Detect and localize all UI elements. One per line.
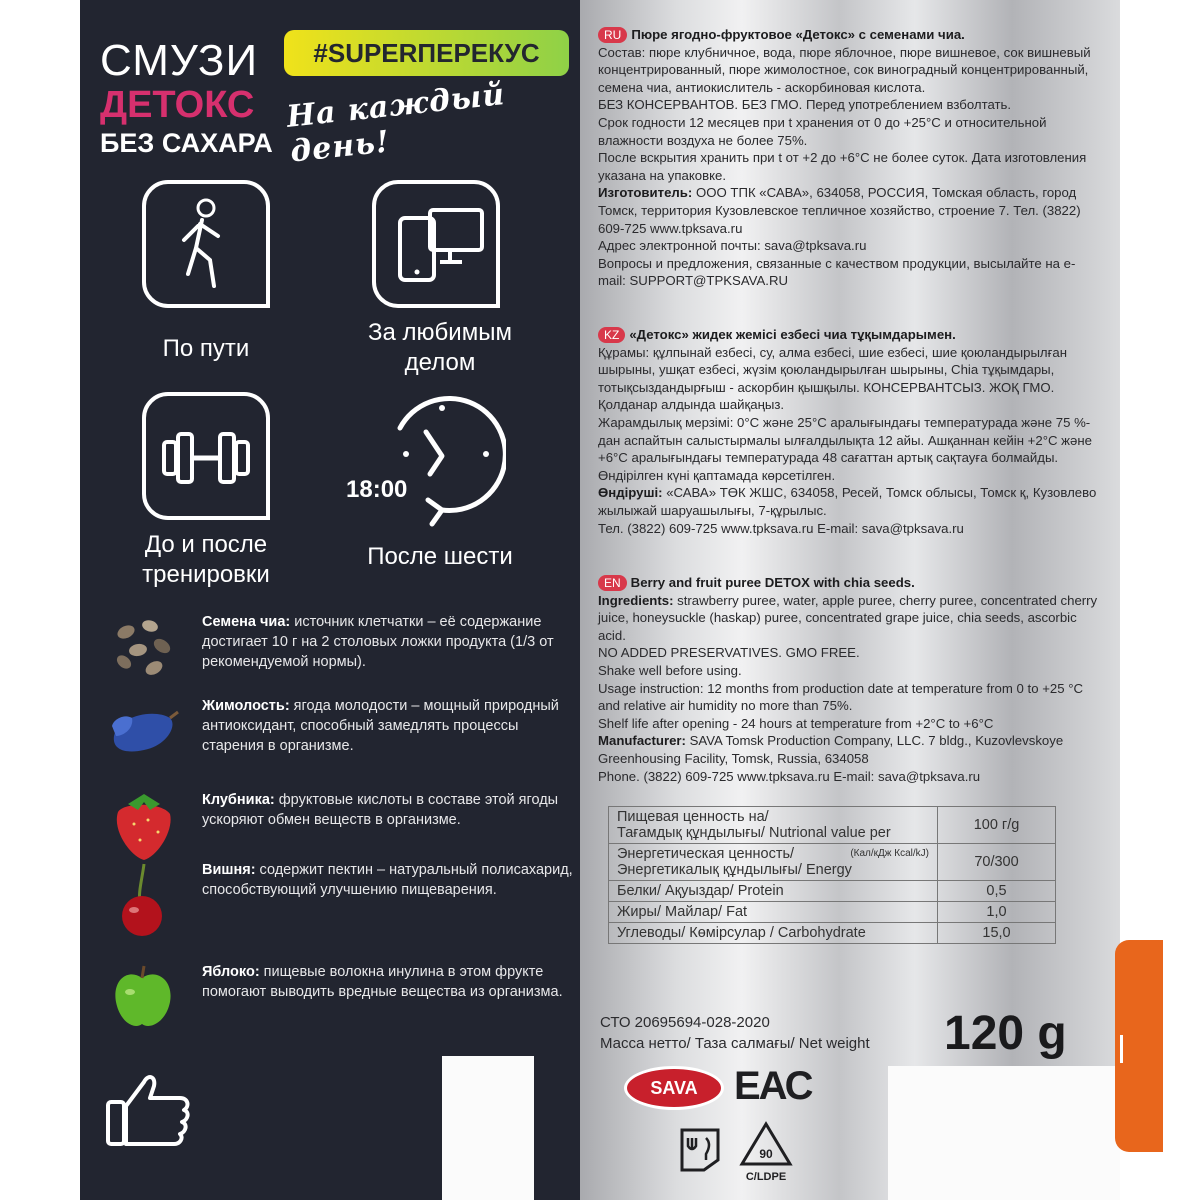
kz-title: «Детокс» жидек жемісі езбесі чиа тұқымдарымен. (629, 327, 956, 342)
ingredient-text: Клубника: фруктовые кислоты в составе этой ягоды ускоряют обмен веществ в организме. (202, 792, 559, 828)
apple-icon (104, 962, 182, 1034)
clock-icon (380, 388, 506, 532)
ru-title: Пюре ягодно-фруктовое «Детокс» с семенами чиа. (631, 27, 965, 42)
ingredient-strawberry (104, 790, 574, 870)
dumbbell-icon (140, 390, 272, 522)
brand-claim: БЕЗ САХАРА (100, 128, 273, 158)
kz-section: KZ «Детокс» жидек жемісі езбесі чиа тұқымдарымен. Құрамы: құлпынай езбесі, су, алма езбесі, шие езбесі, шие қоюландырылған шырыны, ушқат езбесі, жүзім қоюландырылған шырыны, Chia тұқымдары, тотықсыздандырғыш - аскорбин қышқылы. КОНСЕРВАНТСЫЗ. ЖОҚ ГМО. Қолданар алдында шайқаңыз. Жарамдылық мерзімі: 0°С және 25°С аралығындағы температурада және 75 %-дан аспайтын салыстырмалы ылғалдылықта 12 айы. Ашқаннан кейін +2°С және +6°С аралығындағы температурада 48 сағаттан артық сақтауға болмайды. Өндірілген күні қаптамада көрсетілген. Өндіруші: «САВА» ТӨК ЖШС, 634058, Ресей, Томск облысы, Томск қ, Кузовлево жылыжай шаруашылығы, 7-құрылыс. Тел. (3822) 609-725 www.tpksava.ru E-mail: sava@tpksava.ru (598, 327, 1097, 536)
table-row (609, 923, 1056, 944)
orange-side-tab[interactable] (1115, 940, 1163, 1152)
ingredient-cherry (104, 860, 574, 940)
brand-title: СМУЗИ (100, 36, 259, 85)
thumbs-up-icon (104, 1066, 194, 1150)
recycle-code: 90 (759, 1147, 773, 1161)
ingredient-chia (104, 612, 574, 692)
protein-value: 0,5 (938, 881, 1056, 902)
blank-label-area (888, 1066, 1120, 1200)
energy-label: (Кал/кДж Кcal/kJ) Энергетическая ценность/ Энергетикалық құндылығы/ Energy (609, 844, 938, 881)
left-panel (80, 0, 580, 1200)
nutrition-table (608, 806, 1056, 944)
recycle-label: C/LDPE (745, 1171, 787, 1183)
carbohydrate-label: Углеводы/ Көмірсулар / Carbohydrate (609, 923, 938, 944)
standard-info (600, 1012, 870, 1054)
slogan: На каждый день! (285, 77, 507, 170)
table-row (609, 844, 1056, 881)
clock-time: 18:00 (346, 476, 408, 503)
standard-code: СТО 20695694-028-2020 (600, 1014, 770, 1031)
lang-badge-en: EN (598, 575, 627, 591)
feature-hobby: За любимым делом (368, 319, 512, 376)
ingredient-text: Вишня: содержит пектин – натуральный полисахарид, способствующий улучшению пищеварения. (202, 862, 573, 898)
ru-section: RU Пюре ягодно-фруктовое «Детокс» с семенами чиа. Состав: пюре клубничное, вода, пюре яблочное, пюре вишневое, сок вишневый концентрированный, пюре жимолостное, сок виноградный концентрированный, семена чиа, антиокислитель - аскорбиновая кислота. БЕЗ КОНСЕРВАНТОВ. БЕЗ ГМО. Перед употреблением взболтать. Срок годности 12 месяцев при t хранения от 0 до +25°С и относительной влажности воздуха не более 75%. После вскрытия хранить при t от +2 до +6°С не более суток. Дата изготовления указана на упаковке. Изготовитель: ООО ТПК «САВА», 634058, РОССИЯ, Томская область, город Томск, территория Кузовлевское тепличное хозяйство, строение 7. Тел. (3822) 609-725 www.tpksava.ru Адрес электронной почты: sava@tpksava.ru Вопросы и предложения, связанные с качеством продукции, высылайте на e-mail: SUPPORT@TPKSAVA.RU (598, 27, 1091, 289)
protein-label: Белки/ Ақуыздар/ Protein (609, 881, 938, 902)
devices-icon (370, 178, 502, 310)
nutrition-header-label: Пищевая ценность на/ Тағамдық құндылығы/ Nutrional value per (609, 807, 938, 844)
en-section: EN Berry and fruit puree DETOX with chia seeds. Ingredients: strawberry puree, water, apple puree, cherry puree, concentrated cherry juice, honeysuckle (haskap) puree, concentrated grape juice, chia seeds, ascorbic acid. NO ADDED PRESERVATIVES. GMO FREE. Shake well before using. Usage instruction: 12 months from production date at temperature from 0 to +25 °C and relative air humidity no more than 75%. Shelf life after opening - 24 hours at temperature from +2°C to +6°C Manufacturer: SAVA Tomsk Production Company, LLC. 7 bldg., Kuzovlevskoye Greenhousing Facility, Tomsk, Russia, 634058 Phone. (3822) 609-725 www.tpksava.ru E-mail: sava@tpksava.ru (598, 575, 1098, 784)
food-grade-icon (676, 1126, 724, 1174)
ingredient-text: Яблоко: пищевые волокна инулина в этом фрукте помогают выводить вредные вещества из организма. (202, 964, 563, 1000)
strawberry-icon (104, 790, 182, 862)
lang-badge-kz: KZ (598, 327, 625, 343)
chia-seeds-icon (104, 612, 182, 684)
table-row (609, 902, 1056, 923)
honeysuckle-icon (104, 696, 182, 768)
net-weight: 120 g (944, 1007, 1067, 1060)
feature-workout: До и после тренировки (142, 531, 270, 588)
sava-logo: SAVA (624, 1066, 724, 1110)
nutrition-header-value: 100 г/g (938, 807, 1056, 844)
table-row (609, 881, 1056, 902)
ingredient-text: Жимолость: ягода молодости – мощный природный антиоксидант, способный замедлять процессы старения в организме. (202, 698, 559, 754)
fat-label: Жиры/ Майлар/ Fat (609, 902, 938, 923)
right-panel (580, 0, 1120, 1200)
lang-badge-ru: RU (598, 27, 627, 43)
ingredient-honeysuckle (104, 696, 574, 776)
carbohydrate-value: 15,0 (938, 923, 1056, 944)
en-title: Berry and fruit puree DETOX with chia seeds. (630, 575, 915, 590)
eac-mark: ЕАС (734, 1064, 812, 1108)
hashtag-badge: #SUPERПЕРЕКУС (284, 30, 569, 76)
net-weight-label: Масса нетто/ Таза салмағы/ Net weight (600, 1035, 870, 1052)
fat-value: 1,0 (938, 902, 1056, 923)
feature-on-the-way: По пути (162, 335, 250, 362)
energy-value: 70/300 (938, 844, 1056, 881)
ingredient-apple (104, 962, 574, 1042)
runner-icon (140, 178, 272, 310)
recycle-icon (736, 1120, 796, 1184)
brand-subtitle: ДЕТОКС (100, 84, 255, 126)
table-row (609, 807, 1056, 844)
feature-after-six: После шести (367, 543, 513, 570)
product-package (80, 0, 1120, 1200)
ingredient-text: Семена чиа: источник клетчатки – её содержание достигает 10 г на 2 столовых ложки продукта (1/3 от рекомендуемой нормы). (202, 614, 554, 670)
blank-label-area (442, 1056, 534, 1200)
cherry-icon (104, 860, 182, 940)
